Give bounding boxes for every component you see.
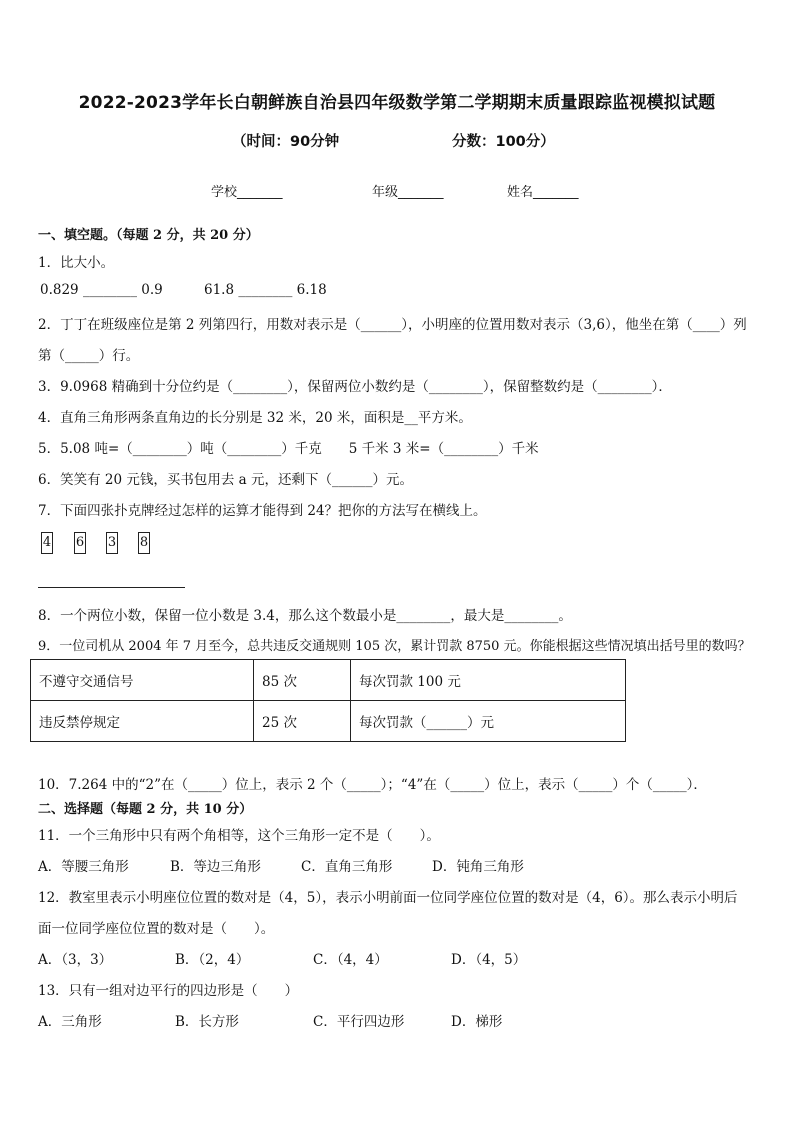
playing-card-3: 3: [106, 532, 118, 554]
page-title: 2022-2023学年长白朝鲜族自治县四年级数学第二学期期末质量跟踪监视模拟试题: [78, 93, 716, 113]
question-12-option-b: B．（2，4）: [175, 952, 250, 968]
grade-field: 年级_______: [372, 185, 444, 200]
question-13: 13．只有一组对边平行的四边形是（ ）: [38, 983, 299, 999]
table-row: [31, 660, 626, 701]
table-cell: 违反禁停规定: [31, 701, 254, 742]
table-cell: 85 次: [254, 660, 351, 701]
question-13-option-b: B．长方形: [175, 1014, 239, 1030]
question-1-compare-b: 61.8 ________ 6.18: [204, 282, 327, 298]
table-cell: 不遵守交通信号: [31, 660, 254, 701]
question-2-line-2: 第（_____）行。: [38, 348, 140, 364]
question-10: 10．7.264 中的“2”在（_____）位上，表示 2 个（_____）；“4”在（_____）位上，表示（_____）个（_____）．: [38, 777, 707, 793]
exam-score: 分数：100分）: [452, 134, 555, 150]
question-9: 9．一位司机从 2004 年 7 月至今，总共违反交通规则 105 次，累计罚款 8750 元。你能根据这些情况填出括号里的数吗？: [38, 639, 751, 654]
question-6: 6．笑笑有 20 元钱，买书包用去 a 元，还剩下（______）元。: [38, 472, 413, 488]
section-1-heading: 一、填空题。（每题 2 分，共 20 分）: [38, 228, 259, 243]
name-field: 姓名_______: [507, 185, 579, 200]
question-7: 7．下面四张扑克牌经过怎样的运算才能得到 24？把你的方法写在横线上。: [38, 503, 487, 519]
section-2-heading: 二、选择题（每题 2 分，共 10 分）: [38, 802, 253, 817]
question-13-option-a: A．三角形: [38, 1014, 102, 1030]
playing-card-4: 8: [138, 532, 150, 554]
violation-table: [30, 659, 626, 742]
question-8: 8．一个两位小数，保留一位小数是 3.4，那么这个数最小是________，最大是________。: [38, 608, 572, 624]
question-1: 1．比大小。: [38, 255, 115, 271]
question-1-compare-a: 0.829 ________ 0.9: [40, 282, 163, 298]
question-4: 4．直角三角形两条直角边的长分别是 32 米，20 米，面积是__平方米。: [38, 410, 472, 426]
playing-card-1: 4: [41, 532, 53, 554]
question-11-option-d: D．钝角三角形: [432, 859, 524, 875]
question-13-option-c: C．平行四边形: [313, 1014, 405, 1030]
table-cell: 每次罚款（______）元: [351, 701, 626, 742]
question-11: 11．一个三角形中只有两个角相等，这个三角形一定不是（ ）。: [38, 828, 440, 844]
question-5: 5．5.08 吨=（________）吨（________）千克 5 千米 3 米=（________）千米: [38, 441, 539, 457]
question-12-line-1: 12．教室里表示小明座位位置的数对是（4，5），表示小明前面一位同学座位位置的数对是（4，6）。那么表示小明后: [38, 890, 738, 906]
exam-time: （时间：90分钟: [232, 134, 340, 150]
question-12-line-2: 面一位同学座位位置的数对是（ ）。: [38, 921, 275, 937]
question-2-line-1: 2．丁丁在班级座位是第 2 列第四行，用数对表示是（______），小明座的位置用数对表示（3,6），他坐在第（____）列: [38, 317, 747, 333]
playing-card-2: 6: [74, 532, 86, 554]
question-12-option-a: A．（3，3）: [38, 952, 113, 968]
table-cell: 每次罚款 100 元: [351, 660, 626, 701]
question-12-option-d: D．（4，5）: [451, 952, 527, 968]
question-12-option-c: C．（4，4）: [313, 952, 388, 968]
question-3: 3．9.0968 精确到十分位约是（________），保留两位小数约是（________），保留整数约是（________）．: [38, 379, 672, 395]
question-13-option-d: D．梯形: [451, 1014, 503, 1030]
question-11-option-a: A．等腰三角形: [38, 859, 129, 875]
question-11-option-b: B．等边三角形: [170, 859, 261, 875]
table-cell: 25 次: [254, 701, 351, 742]
table-row: [31, 701, 626, 742]
answer-line: [38, 587, 185, 588]
question-11-option-c: C．直角三角形: [301, 859, 393, 875]
school-field: 学校_______: [211, 185, 283, 200]
